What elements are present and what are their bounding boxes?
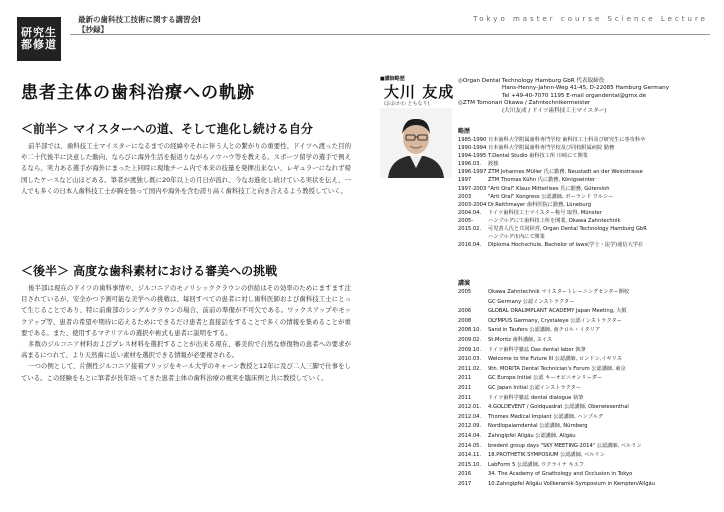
timeline-row <box>458 403 720 413</box>
lectures-list <box>458 288 720 489</box>
timeline-year <box>458 233 488 241</box>
timeline-text: ZTM Johannes Müller 氏に勤務, Neustadt an der Weinstrasse <box>488 169 643 176</box>
timeline-text: Dr.Reithmayer 歯科医院に勤務, Lüneburg <box>488 201 591 208</box>
timeline-row <box>458 413 720 423</box>
section1-heading: ＜前半＞ マイスターへの道、そして進化し続ける自分 <box>21 122 313 136</box>
timeline-text: Zahngipfel Allgäu 公認講師, Allgäu <box>488 432 576 439</box>
timeline-year: 2015.02. <box>458 226 482 233</box>
section2-paragraph: 後半部は現在のドイツの歯科事情や、ジルコニアのモノリシッククラウンの供給はその効率のためにますます注目されているが、安全かつ予測可能な美学への挑戦は、毎回すべての患者に対し歯科医師および歯科技工士にとって生じることであり、特に前歯部のシングルクラウンの場合、前前の準備が不可欠である。ワックスアップやモックアップ等、患者の希望や期待に応えるためにできるだけ患者と直接話をすることで多くの情報を集めることが重要である。また、使用するマテリアルの選択や術式も患者に説明をする。 <box>21 284 351 337</box>
timeline-text: GC Japan Initial 公認インストラクター <box>488 384 582 391</box>
timeline-text: 渡独 <box>488 161 499 168</box>
timeline-year: 2014.11. <box>458 452 482 459</box>
timeline-year: 2014.04. <box>458 432 482 439</box>
timeline-year: 2016.04. <box>458 242 482 249</box>
timeline-row <box>458 355 720 365</box>
timeline-text: T.Dental Studio 歯科技工所 川崎にて開業 <box>488 153 588 160</box>
timeline-row <box>458 432 720 442</box>
timeline-year: 2003 <box>458 193 472 200</box>
header-subtitle: 【抄録】 <box>78 25 108 34</box>
timeline-year <box>458 298 488 308</box>
timeline-text: "Arti Oral" Klaus Mitterlises 氏に勤務, Gütersloh <box>488 185 610 192</box>
timeline-year: 1985-1990 <box>458 137 487 143</box>
timeline-row <box>458 451 720 461</box>
contact-phone-email: Tel +49-40-7070 1195 E-mail organdental@gmx.de <box>502 92 647 99</box>
timeline-row <box>458 317 720 327</box>
timeline-text: ハンブルグ市内にて開業 <box>488 234 545 241</box>
contact-line: ◎Organ Dental Technology Hamburg GbR 代表取締役 <box>458 78 605 84</box>
timeline-text: 4.GOLDEVENT / Goldquadrat 公認講師, Oberwiesenthal <box>488 404 629 411</box>
timeline-row <box>458 422 720 432</box>
timeline-text: GC Europe Initial 公認 キーオピニオンリーダー <box>488 375 603 382</box>
timeline-row <box>458 241 720 249</box>
timeline-text: Okawa Zahntechnik マイスタートレーニングセンター開校 <box>488 289 630 295</box>
portrait-image <box>380 108 452 178</box>
timeline-row <box>458 160 720 168</box>
timeline-row <box>458 346 720 356</box>
timeline-row <box>458 201 720 209</box>
timeline-row <box>458 209 720 217</box>
profile-kana: (おおかわ ともなり) <box>384 101 430 107</box>
timeline-row <box>458 470 720 480</box>
timeline-row <box>458 185 720 193</box>
timeline-text: bredent group days "SKY MEETING 2014" 公認講師, ベルリン <box>488 442 642 449</box>
timeline-year: 2011.02. <box>458 365 482 372</box>
header-divider <box>70 34 710 35</box>
timeline-text: Nordlopaiamdental 公認講師, Nürnberg <box>488 423 588 430</box>
timeline-text: St.Moritz 歯科講師, スイス <box>488 336 553 343</box>
timeline-year: 2012.09. <box>458 423 482 430</box>
section2-paragraph: 多数のジルコニア材料およびプレス材料を選択することが出来る現在、審美的で自然な修復物の患者への要求が高まるにつれて、より天然歯に近い素材を選択できる情報が必要視される。 <box>21 340 351 360</box>
timeline-year: 2015.10. <box>458 461 482 468</box>
timeline-year: 2016 <box>458 471 472 478</box>
timeline-text: 34. The Academy of Gnathology and Occlusion in Tokyo <box>488 471 633 478</box>
timeline-year: 2008.10. <box>458 327 482 334</box>
history-list <box>458 136 720 249</box>
timeline-row <box>458 225 720 233</box>
timeline-text: OLYMPUS Germany, Crystaleye 公認インストラクター <box>488 317 622 324</box>
timeline-year: 2011 <box>458 384 472 391</box>
timeline-row <box>458 168 720 176</box>
timeline-row <box>458 233 720 241</box>
timeline-row <box>458 326 720 336</box>
profile-photo <box>380 108 452 178</box>
timeline-text: LabForm 5 公認講師, ウクライナ キエフ <box>488 461 585 468</box>
section2-paragraph: 一つの例として、片側性ジルコニア接着ブリッジをキール大学のキャーン教授と12年に及び二人三脚で仕事をしている。この経験をもとに筆者が長年培ってきた患者主体の歯科治療の視実を臨床例と共に教授していく。 <box>21 362 351 382</box>
timeline-text: ハンブルグにて歯科技工所を開業, Okawa Zahntechnik <box>488 217 621 224</box>
history-label: 略歴 <box>458 128 471 135</box>
timeline-text: 日本歯科大学附属歯科専門学校 歯科技工士科及び研究生に専攻科卒 <box>488 137 646 143</box>
timeline-text: ドイツ歯科技工士マイスター称号 取得, Münster <box>488 209 602 216</box>
timeline-row <box>458 374 720 384</box>
timeline-year: 2017 <box>458 480 472 487</box>
timeline-text: 9th. MORITA Dental Technician's Forum 公認講師, 東京 <box>488 365 626 372</box>
section2-body <box>21 283 351 384</box>
timeline-year: 2005 <box>458 289 472 295</box>
timeline-row <box>458 461 720 471</box>
timeline-text: 10.Zahngipfel Allgäu Vollkeramik-Symposium in Kempten/Allgäu <box>488 480 655 487</box>
timeline-row <box>458 152 720 160</box>
timeline-row <box>458 193 720 201</box>
contact-line: (大川友成 / ドイツ歯科技工士マイスター) <box>502 107 607 114</box>
timeline-text: ドイツ歯科学雑誌 Das dental labor 執筆 <box>488 346 586 353</box>
contact-address: Hans-Henny-Jahnn-Weg 41-45, D-22085 Hamburg Germany <box>502 85 669 92</box>
section1-body <box>21 141 351 197</box>
timeline-row <box>458 394 720 404</box>
timeline-text: 日本歯科大学附属歯科専門学校及び同校附属病院 勤務 <box>488 145 615 152</box>
timeline-year: 2010.03. <box>458 356 482 363</box>
timeline-row <box>458 298 720 308</box>
main-title: 患者主体の歯科治療への軌跡 <box>21 83 255 103</box>
timeline-row <box>458 336 720 346</box>
timeline-row <box>458 442 720 452</box>
profile-name: 大川 友成 <box>384 83 455 101</box>
timeline-year: 1994-1995 <box>458 153 487 160</box>
lectures-label: 講演 <box>458 280 471 287</box>
timeline-year: 2005- <box>458 217 474 224</box>
timeline-text: Welcome to the Future III 公認講師, ロンドン,イギリス <box>488 356 622 363</box>
timeline-row <box>458 480 720 490</box>
timeline-row <box>458 384 720 394</box>
timeline-year: 2009.10. <box>458 346 482 353</box>
timeline-row <box>458 288 720 298</box>
timeline-year: 1996.03. <box>458 161 482 168</box>
timeline-year: 2011 <box>458 375 472 382</box>
timeline-year: 1996-1997 <box>458 169 487 176</box>
timeline-year: 1997 <box>458 177 472 184</box>
timeline-year: 2012.01. <box>458 404 482 411</box>
timeline-text: ZTM Thomas Kühn 氏に勤務, Königswinter <box>488 177 596 184</box>
timeline-text: Thomes Medical Implant 公認講師, ハンブルグ <box>488 413 603 420</box>
timeline-text: Diploma Hochschule, Bachelor of laws(学士・法学)通信大学在 <box>488 242 644 249</box>
timeline-row <box>458 136 720 144</box>
timeline-year: 1990-1994 <box>458 145 487 152</box>
timeline-text: Sand in Taufers 公認講師, 南チロル・イタリア <box>488 327 601 334</box>
timeline-row <box>458 307 720 317</box>
contact-block <box>458 78 718 115</box>
logo <box>17 17 61 61</box>
profile-role: ■講師略歴 <box>380 76 405 82</box>
section1-paragraph: 前半部では、歯科技工士マイスターになるまでの経緯やそれに伴う人との繋がりの重要性、ドイツへ渡った目的や二十代後半に決意した動向、ならびに海外生活を振返りながらノウハウ等を教える。スポーツ留学の選手で例えるなら、実力ある選手が海外にまった上同時に現地チーム内で本来の技量を発揮出来ない、レギュラーになれず帰国したケースなど山ほどある。筆者が渡独し既に20年以上の月日が流れ、今なお進化し続けている実状を伝え、一人でも多くの日本人歯科技工士が胸を張って国内や海外を含む誇り高く歯科技工と向き合えるよう教授していく。 <box>21 142 351 195</box>
timeline-text: GLOBAL ORALIMPLANT ACADEMY Japan Meeting, 大阪 <box>488 308 627 315</box>
contact-line: ◎ZTM Tomonari Okawa / Zahntechnikermeister <box>458 100 591 107</box>
timeline-row <box>458 217 720 225</box>
logo-text: 研究生都修道 <box>21 26 57 51</box>
timeline-year: 2006 <box>458 308 472 315</box>
header-english: Tokyo master course Science Lecture <box>473 15 708 23</box>
timeline-text: 可児善人氏と共同経営, Organ Dental Technology Hamburg GbR <box>488 226 647 233</box>
timeline-year: 1997-2003 <box>458 185 487 192</box>
timeline-year: 2009.02. <box>458 336 482 343</box>
page-header <box>0 0 724 68</box>
timeline-row <box>458 176 720 184</box>
timeline-year: 2003-2004 <box>458 201 487 208</box>
timeline-text: ドイツ歯科学雑誌 dental dialogue 執筆 <box>488 394 584 401</box>
timeline-year: 2014.05. <box>458 442 482 449</box>
timeline-year: 2004.04. <box>458 209 482 216</box>
timeline-year: 2008 <box>458 317 472 324</box>
timeline-row <box>458 365 720 375</box>
timeline-text: GC Germany 公認インストラクター <box>488 298 575 305</box>
section2-heading: ＜後半＞ 高度な歯科素材における審美への挑戦 <box>21 264 278 278</box>
header-title: 最新の歯科技工技術に関する講習会Ⅰ <box>78 15 201 24</box>
timeline-text: "Arti Oral" Kongress 公認講師, ボーランド ワルシー <box>488 193 614 200</box>
timeline-row <box>458 144 720 152</box>
timeline-text: 18.PROTHETIK SYMPOSIUM 公認講師, ベルリン <box>488 452 605 459</box>
timeline-year: 2011 <box>458 394 472 401</box>
timeline-year: 2012.04. <box>458 413 482 420</box>
